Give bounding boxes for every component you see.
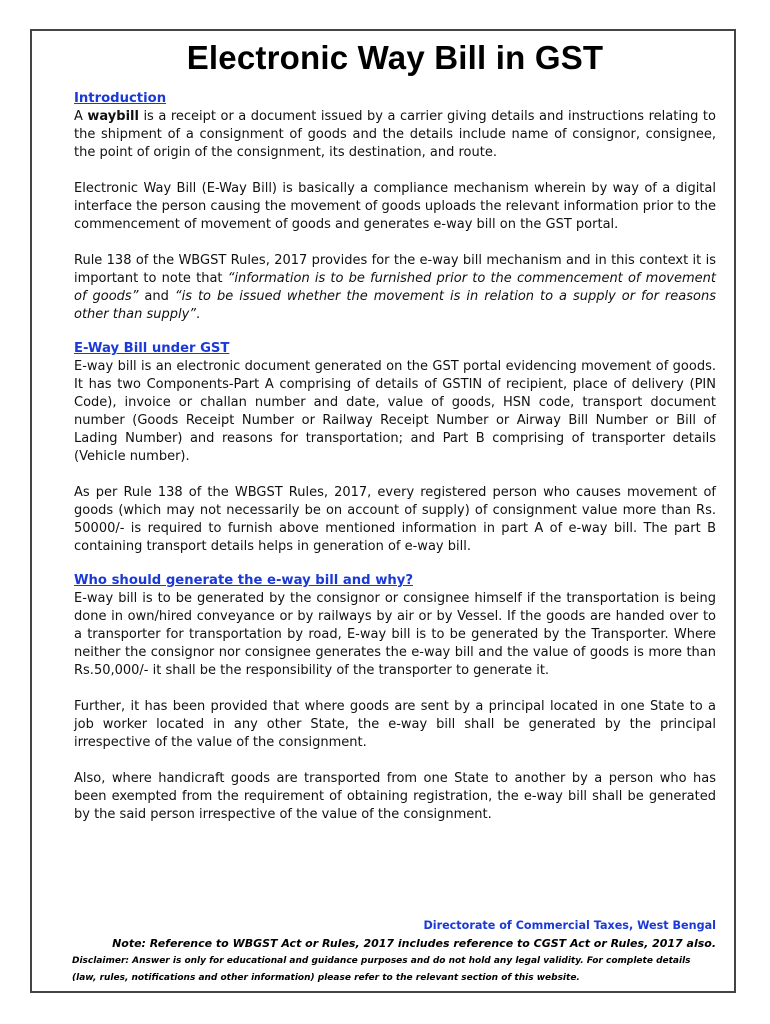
document-body	[74, 31, 716, 824]
eway-paragraph-1: E-way bill is an electronic document generated on the GST portal evidencing movement of goods. It has two Components-Part A comprising of details of GSTIN of recipient, place of delivery (PIN Code), invoice or challan number and date, value of goods, HSN code, transport document number (Goods Receipt Number or Railway Receipt Number or Airway Bill Number or Bill of Lading Number) and reasons for transportation; and Part B comprising of transporter details (Vehicle number).	[74, 359, 716, 464]
disclaimer-text: Disclaimer: Answer is only for educational and guidance purposes and do not hold any legal validity. For complete details (law, rules, notifications and other information) please refer to the relevant section of this website.	[72, 956, 691, 983]
section-heading-eway-bill-under-gst[interactable]: E-Way Bill under GST	[74, 341, 230, 356]
directorate-label: Directorate of Commercial Taxes, West Bengal	[423, 919, 716, 932]
page-border	[30, 29, 736, 993]
intro-paragraph-1: A waybill is a receipt or a document issued by a carrier giving details and instructions relating to the shipment of a consignment of goods and the details include name of consignor, consignee, the point of origin of the consignment, its destination, and route.	[74, 109, 716, 160]
who-paragraph-3: Also, where handicraft goods are transported from one State to another by a person who has been exempted from the requirement of obtaining registration, the e-way bill shall be generated by the said person irrespective of the value of the consignment.	[74, 771, 716, 822]
section-heading-who-should-generate[interactable]: Who should generate the e-way bill and why?	[74, 573, 414, 588]
eway-paragraph-2: As per Rule 138 of the WBGST Rules, 2017, every registered person who causes movement of goods (which may not necessarily be on account of supply) of consignment value more than Rs. 50000/- is required to furnish above mentioned information in part A of e-way bill. The part B containing transport details helps in generation of e-way bill.	[74, 485, 716, 554]
reference-note: Note: Reference to WBGST Act or Rules, 2017 includes reference to CGST Act or Rules, 2017 also.	[112, 937, 716, 950]
section-heading-introduction[interactable]: Introduction	[74, 91, 167, 106]
who-paragraph-1: E-way bill is to be generated by the consignor or consignee himself if the transportation is being done in own/hired conveyance or by railways by air or by Vessel. If the goods are handed over to a transporter for transportation by road, E-way bill is to be generated by the Transporter. Where neither the consignor nor consignee generates the e-way bill and the value of goods is more than Rs.50,000/- it shall be the responsibility of the transporter to generate it.	[74, 591, 716, 678]
who-paragraph-2: Further, it has been provided that where goods are sent by a principal located in one State to a job worker located in any other State, the e-way bill shall be generated by the principal irrespective of the value of the consignment.	[74, 699, 716, 750]
intro-paragraph-3: Rule 138 of the WBGST Rules, 2017 provides for the e-way bill mechanism and in this context it is important to note that “information is to be furnished prior to the commencement of movement of goods” and “is to be issued whether the movement is in relation to a supply or for reasons other than supply”.	[74, 253, 716, 322]
page-title: Electronic Way Bill in GST	[186, 39, 604, 76]
page-footer	[72, 917, 716, 987]
intro-paragraph-2: Electronic Way Bill (E-Way Bill) is basically a compliance mechanism wherein by way of a digital interface the person causing the movement of goods uploads the relevant information prior to the commencement of movement of goods and generates e-way bill on the GST portal.	[74, 181, 716, 232]
